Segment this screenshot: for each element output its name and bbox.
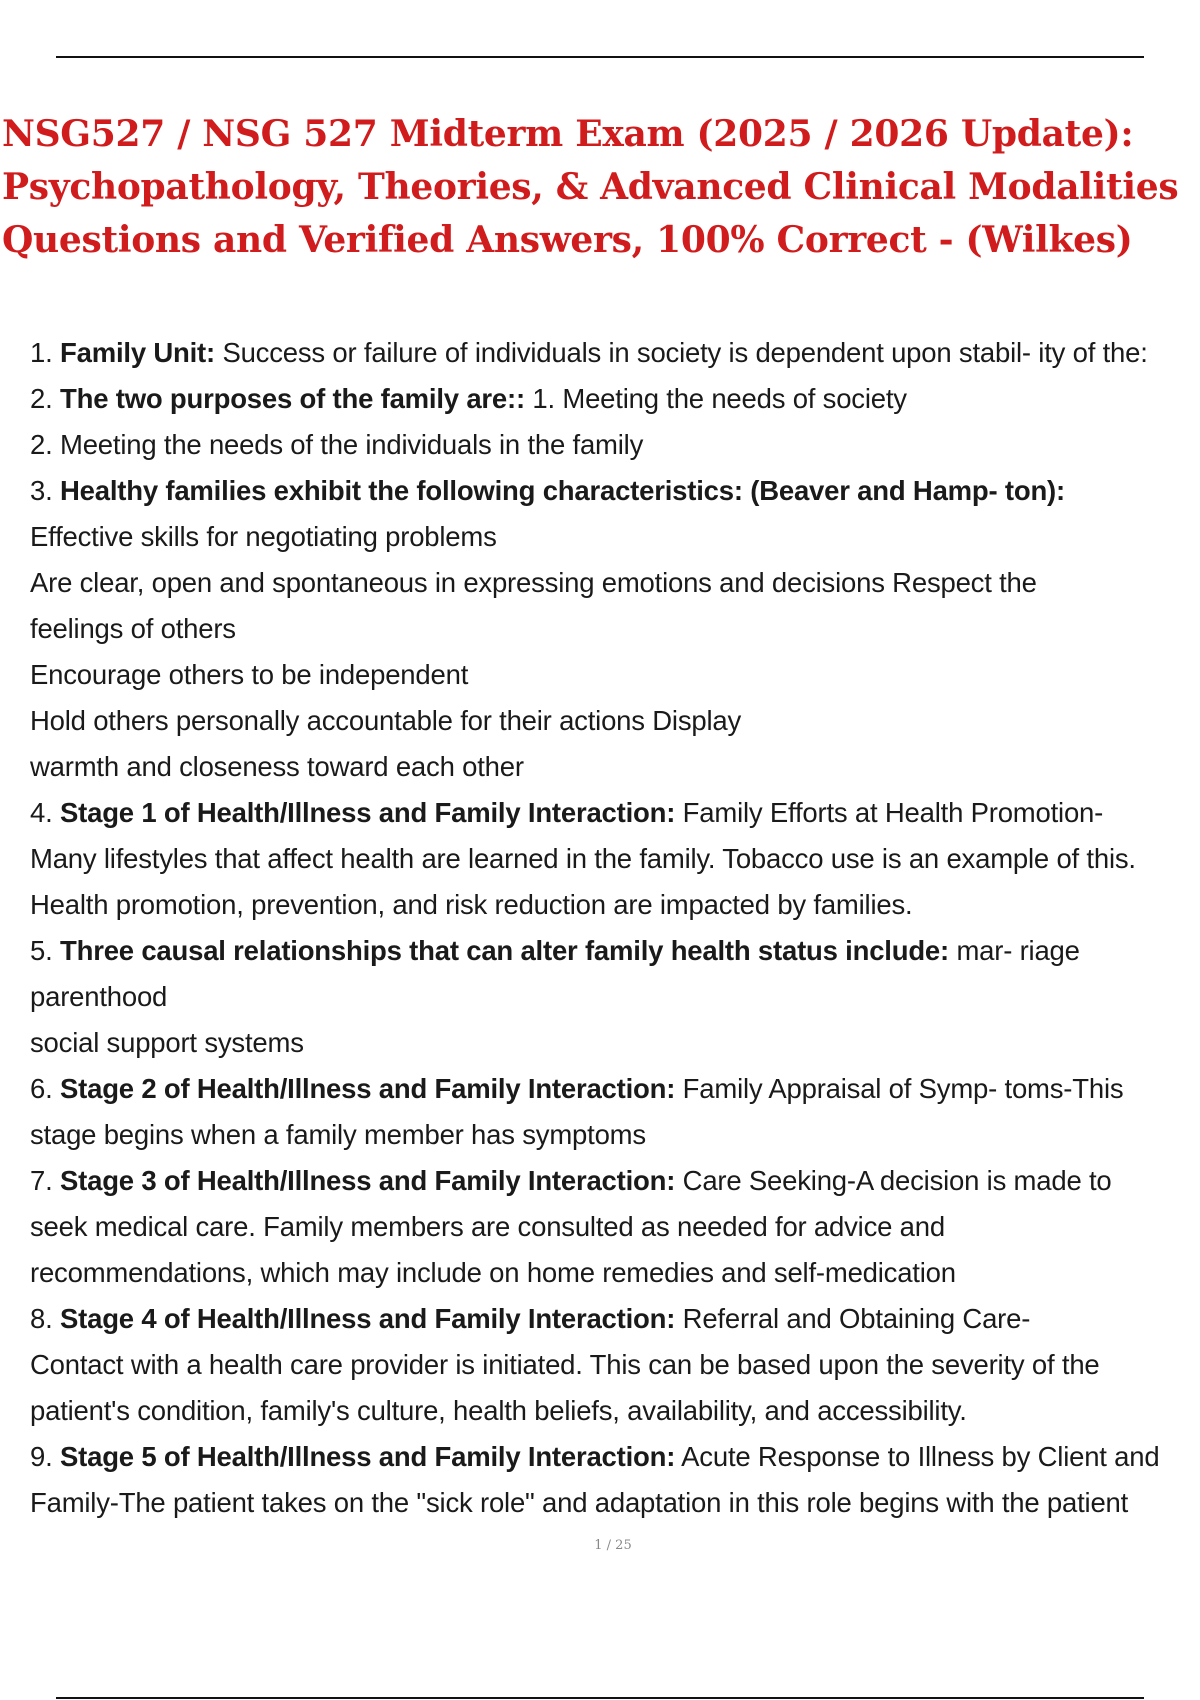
question-term: The two purposes of the family are:: <box>60 383 525 414</box>
text-line <box>30 1434 1198 1480</box>
question-term: Family Unit: <box>60 337 215 368</box>
answer-text: Are clear, open and spontaneous in expressing emotions and decisions Respect the <box>30 567 1037 598</box>
text-line <box>30 1112 1198 1158</box>
answer-text: seek medical care. Family members are consulted as needed for advice and <box>30 1211 945 1242</box>
answer-text: Family Efforts at Health Promotion- <box>682 797 1104 828</box>
text-line <box>30 1250 1198 1296</box>
answer-text: Meeting the needs of the individuals in the family <box>60 429 644 460</box>
answer-text: stage begins when a family member has symptoms <box>30 1119 646 1150</box>
answer-text: Health promotion, prevention, and risk reduction are impacted by families. <box>30 889 913 920</box>
question-term: Stage 5 of Health/Illness and Family Interaction: <box>60 1441 676 1472</box>
question-term: Three causal relationships that can alter family health status include: <box>60 935 949 966</box>
answer-text: Effective skills for negotiating problems <box>30 521 497 552</box>
text-line <box>30 698 1198 744</box>
item-number: 6. <box>30 1073 53 1104</box>
top-rule <box>56 56 1144 58</box>
text-line <box>30 1388 1198 1434</box>
text-line <box>30 652 1198 698</box>
answer-text: Referral and Obtaining Care- <box>682 1303 1031 1334</box>
text-line <box>30 606 1198 652</box>
text-line <box>30 974 1198 1020</box>
text-line <box>30 514 1198 560</box>
question-term: Stage 1 of Health/Illness and Family Interaction: <box>60 797 676 828</box>
page-number: 1 / 25 <box>594 1538 632 1553</box>
text-line <box>30 1296 1198 1342</box>
answer-text: recommendations, which may include on home remedies and self-medication <box>30 1257 956 1288</box>
answer-text: Acute Response to Illness by Client and <box>681 1441 1160 1472</box>
item-number: 4. <box>30 797 53 828</box>
text-line <box>30 422 1198 468</box>
text-line <box>30 928 1198 974</box>
text-line <box>30 1020 1198 1066</box>
bottom-rule <box>56 1697 1144 1699</box>
answer-text: patient's condition, family's culture, health beliefs, availability, and accessibility. <box>30 1395 967 1426</box>
answer-text: feelings of others <box>30 613 236 644</box>
title-line: Psychopathology, Theories, & Advanced Clinical Modalities <box>2 166 1179 208</box>
item-number: 2. <box>30 429 53 460</box>
text-line <box>30 790 1198 836</box>
text-line <box>30 1480 1198 1526</box>
item-number: 3. <box>30 475 53 506</box>
title-line: NSG527 / NSG 527 Midterm Exam (2025 / 2026 Update): <box>2 113 1134 155</box>
text-line <box>30 744 1198 790</box>
item-number: 7. <box>30 1165 53 1196</box>
text-line <box>30 836 1198 882</box>
title-line: Questions and Verified Answers, 100% Correct - (Wilkes) <box>2 219 1133 261</box>
document-title <box>2 108 1192 267</box>
text-line <box>30 1066 1198 1112</box>
answer-text: Encourage others to be independent <box>30 659 469 690</box>
text-line <box>30 1158 1198 1204</box>
text-line <box>30 560 1198 606</box>
answer-text: Many lifestyles that affect health are learned in the family. Tobacco use is an example of this. <box>30 843 1136 874</box>
question-term: Stage 3 of Health/Illness and Family Interaction: <box>60 1165 676 1196</box>
text-line <box>30 1342 1198 1388</box>
question-list <box>30 330 1198 1526</box>
answer-text: Family-The patient takes on the "sick role" and adaptation in this role begins with the patient <box>30 1487 1129 1518</box>
item-number: 9. <box>30 1441 53 1472</box>
text-line <box>30 376 1198 422</box>
answer-text: mar- riage <box>956 935 1080 966</box>
item-number: 1. <box>30 337 53 368</box>
question-term: Healthy families exhibit the following characteristics: (Beaver and Hamp- ton): <box>60 475 1065 506</box>
text-line <box>30 882 1198 928</box>
text-line <box>30 468 1198 514</box>
item-number: 5. <box>30 935 53 966</box>
item-number: 2. <box>30 383 53 414</box>
text-line <box>30 330 1198 376</box>
answer-text: social support systems <box>30 1027 304 1058</box>
item-number: 8. <box>30 1303 53 1334</box>
answer-text: Family Appraisal of Symp- toms-This <box>682 1073 1124 1104</box>
answer-text: 1. Meeting the needs of society <box>532 383 907 414</box>
answer-text: Care Seeking-A decision is made to <box>682 1165 1112 1196</box>
answer-text: warmth and closeness toward each other <box>30 751 524 782</box>
answer-text: Success or failure of individuals in society is dependent upon stabil- ity of the: <box>222 337 1148 368</box>
question-term: Stage 4 of Health/Illness and Family Interaction: <box>60 1303 676 1334</box>
answer-text: parenthood <box>30 981 168 1012</box>
answer-text: Contact with a health care provider is initiated. This can be based upon the severity of the <box>30 1349 1100 1380</box>
text-line <box>30 1204 1198 1250</box>
question-term: Stage 2 of Health/Illness and Family Interaction: <box>60 1073 676 1104</box>
answer-text: Hold others personally accountable for their actions Display <box>30 705 742 736</box>
